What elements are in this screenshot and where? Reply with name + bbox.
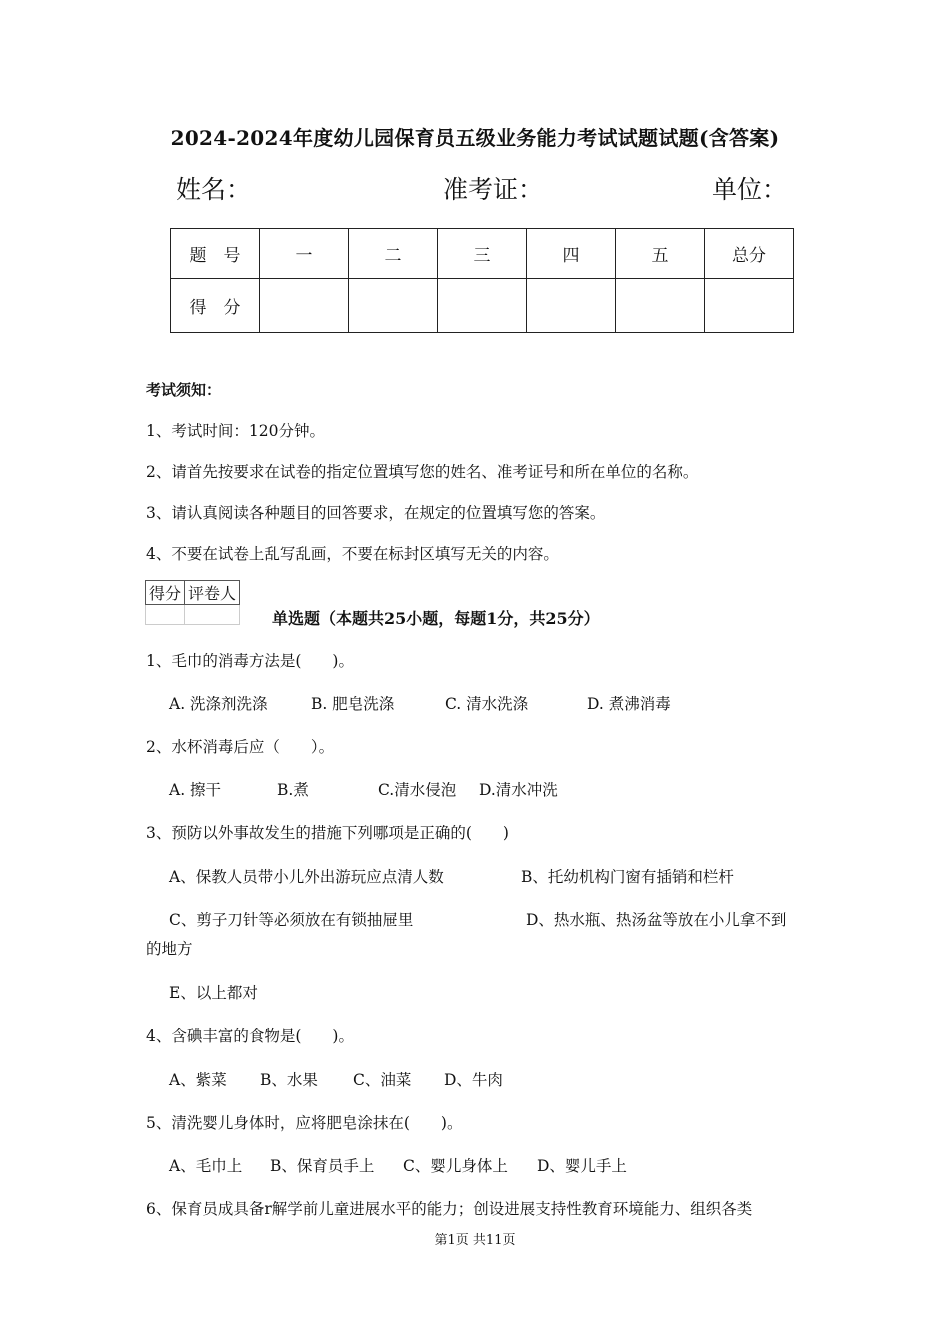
question-3-option-a: A、保教人员带小儿外出游玩应点清人数 bbox=[169, 868, 444, 886]
score-cell bbox=[260, 279, 349, 333]
page-footer: 第1页 共11页 bbox=[434, 1233, 516, 1248]
grader-name-label: 评卷人 bbox=[185, 581, 240, 605]
score-cell bbox=[705, 279, 794, 333]
score-cell bbox=[527, 279, 616, 333]
score-cell bbox=[349, 279, 438, 333]
question-2-option-c: C.清水侵泡 bbox=[378, 781, 457, 799]
score-header-cell: 一 bbox=[260, 229, 349, 279]
question-5-option-a: A、毛巾上 bbox=[169, 1157, 243, 1175]
question-3-option-e: E、以上都对 bbox=[169, 984, 258, 1002]
question-5-option-d: D、婴儿手上 bbox=[537, 1157, 627, 1175]
notice-heading: 考试须知： bbox=[146, 381, 222, 399]
grader-name-cell bbox=[185, 605, 240, 625]
question-4-option-c: C、油菜 bbox=[353, 1071, 412, 1089]
question-3-option-b: B、托幼机构门窗有插销和栏杆 bbox=[521, 868, 734, 886]
score-header-cell: 总分 bbox=[705, 229, 794, 279]
notice-item: 4、不要在试卷上乱写乱画，不要在标封区填写无关的内容。 bbox=[146, 545, 559, 563]
question-2-option-b: B.煮 bbox=[277, 781, 309, 799]
score-header-cell: 五 bbox=[616, 229, 705, 279]
question-5-stem: 5、清洗婴儿身体时，应将肥皂涂抹在( )。 bbox=[146, 1114, 463, 1132]
question-4-option-a: A、紫菜 bbox=[169, 1071, 227, 1089]
question-4-option-d: D、牛肉 bbox=[444, 1071, 503, 1089]
notice-item: 2、请首先按要求在试卷的指定位置填写您的姓名、准考证号和所在单位的名称。 bbox=[146, 463, 699, 481]
notice-item: 3、请认真阅读各种题目的回答要求，在规定的位置填写您的答案。 bbox=[146, 504, 606, 522]
question-4-option-b: B、水果 bbox=[260, 1071, 318, 1089]
question-6-stem: 6、保育员成具备r解学前儿童进展水平的能力；创设进展支持性教育环境能力、组织各类 bbox=[146, 1200, 753, 1218]
name-label: 姓名： bbox=[176, 175, 252, 204]
unit-label: 单位： bbox=[712, 175, 788, 204]
question-3-option-c: C、剪子刀针等必须放在有锁抽屉里 bbox=[169, 911, 414, 929]
question-5-option-b: B、保育员手上 bbox=[270, 1157, 375, 1175]
grader-box-empty-row bbox=[146, 605, 240, 625]
question-4-stem: 4、含碘丰富的食物是( )。 bbox=[146, 1027, 354, 1045]
score-header-cell: 三 bbox=[438, 229, 527, 279]
grader-box bbox=[145, 580, 240, 625]
score-header-cell: 题 号 bbox=[171, 229, 260, 279]
question-1-option-b: B. 肥皂洗涤 bbox=[311, 695, 395, 713]
question-3-option-d-wrap: 的地方 bbox=[146, 940, 193, 958]
score-row-label: 得 分 bbox=[171, 279, 260, 333]
question-5-option-c: C、婴儿身体上 bbox=[403, 1157, 508, 1175]
question-2-stem: 2、水杯消毒后应（ ）。 bbox=[146, 738, 335, 756]
section-title: 单选题（本题共25小题，每题1分，共25分） bbox=[272, 609, 600, 628]
score-header-cell: 四 bbox=[527, 229, 616, 279]
question-1-stem: 1、毛巾的消毒方法是( )。 bbox=[146, 652, 354, 670]
notice-item: 1、考试时间：120分钟。 bbox=[146, 422, 325, 440]
score-table-header-row bbox=[171, 229, 794, 279]
question-1-option-c: C. 清水洗涤 bbox=[445, 695, 529, 713]
score-header-cell: 二 bbox=[349, 229, 438, 279]
question-2-option-d: D.清水冲洗 bbox=[479, 781, 558, 799]
question-2-option-a: A. 擦干 bbox=[169, 781, 222, 799]
question-1-option-d: D. 煮沸消毒 bbox=[587, 695, 671, 713]
exam-id-label: 准考证： bbox=[443, 175, 544, 204]
question-3-stem: 3、预防以外事故发生的措施下列哪项是正确的( ) bbox=[146, 824, 509, 842]
score-cell bbox=[616, 279, 705, 333]
question-3-option-d: D、热水瓶、热汤盆等放在小儿拿不到 bbox=[526, 911, 787, 929]
score-cell bbox=[438, 279, 527, 333]
score-table bbox=[170, 228, 794, 333]
grader-box-header-row bbox=[146, 581, 240, 605]
question-1-option-a: A. 洗涤剂洗涤 bbox=[169, 695, 268, 713]
score-table-score-row bbox=[171, 279, 794, 333]
grader-score-label: 得分 bbox=[146, 581, 185, 605]
grader-score-cell bbox=[146, 605, 185, 625]
page-title: 2024-2024年度幼儿园保育员五级业务能力考试试题试题(含答案) bbox=[170, 126, 780, 150]
